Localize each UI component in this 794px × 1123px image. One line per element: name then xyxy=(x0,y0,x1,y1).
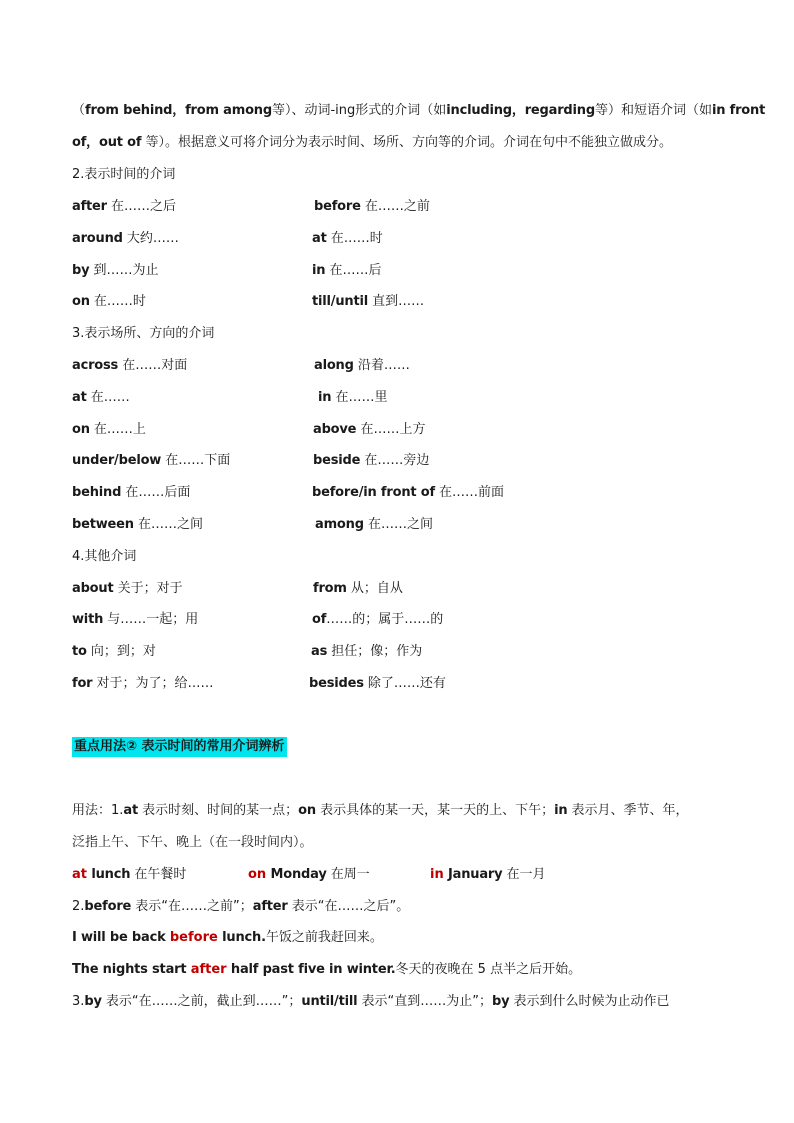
place-row-5-right: before/in front of 在……前面 xyxy=(312,485,505,500)
example-sentence-before: I will be back before lunch.午饭之前我赶回来。 xyxy=(72,930,383,945)
place-row-4-right: beside 在……旁边 xyxy=(313,453,430,468)
term: including，regarding xyxy=(446,103,595,118)
place-row-3-left: on 在……上 xyxy=(72,422,146,437)
term: of，out of xyxy=(72,135,142,150)
text: 等）和短语介词（如 xyxy=(594,103,712,118)
other-row-4-right: besides 除了……还有 xyxy=(309,676,446,691)
place-row-1-right: along 沿着…… xyxy=(314,358,410,373)
other-row-2-left: with 与……一起；用 xyxy=(72,612,199,627)
time-row-3-left: by 到……为止 xyxy=(72,263,159,278)
usage-p2: 2.before 表示“在……之前”；after 表示“在……之后”。 xyxy=(72,899,410,914)
place-row-2-right: in 在……里 xyxy=(318,390,388,405)
place-row-6-right: among 在……之间 xyxy=(315,517,433,532)
other-row-1-left: about 关于；对于 xyxy=(72,581,183,596)
section-title-place: 3.表示场所、方向的介词 xyxy=(72,326,215,341)
term: in front xyxy=(711,103,766,118)
place-row-5-left: behind 在……后面 xyxy=(72,485,191,500)
place-row-1-left: across 在……对面 xyxy=(72,358,188,373)
time-row-3-right: in 在……后 xyxy=(312,263,382,278)
place-row-4-left: under/below 在……下面 xyxy=(72,453,231,468)
section-title-other: 4.其他介词 xyxy=(72,549,137,564)
time-row-1-right: before 在……之前 xyxy=(314,199,430,214)
example-on-monday: on Monday 在周一 xyxy=(248,867,370,882)
usage-p3: 3.by 表示“在……之前，截止到……”；until/till 表示“直到……为止”；by 表示到什么时候为止动作已 xyxy=(72,994,670,1009)
time-row-1-left: after 在……之后 xyxy=(72,199,177,214)
example-at-lunch: at lunch 在午餐时 xyxy=(72,867,187,882)
text: （ xyxy=(72,103,86,118)
usage-p1-line2: 泛指上午、下午、晚上（在一段时间内）。 xyxy=(72,835,313,850)
time-row-2-right: at 在……时 xyxy=(312,231,383,246)
time-row-4-right: till/until 直到…… xyxy=(312,294,425,309)
time-row-2-left: around 大约…… xyxy=(72,231,179,246)
intro-line-1 xyxy=(72,102,765,120)
other-row-2-right: of……的；属于……的 xyxy=(312,612,444,627)
other-row-1-right: from 从；自从 xyxy=(313,581,403,596)
section-title-time: 2.表示时间的介词 xyxy=(72,167,176,182)
example-in-january: in January 在一月 xyxy=(430,867,546,882)
other-row-4-left: for 对于；为了；给…… xyxy=(72,676,214,691)
place-row-2-left: at 在…… xyxy=(72,390,130,405)
usage-p1-line1: 用法：1.at 表示时刻、时间的某一点；on 表示具体的某一天，某一天的上、下午；in 表示月、季节、年， xyxy=(72,803,689,818)
place-row-3-right: above 在……上方 xyxy=(313,422,426,437)
intro-line-2 xyxy=(72,134,672,152)
place-row-6-left: between 在……之间 xyxy=(72,517,203,532)
other-row-3-right: as 担任；像；作为 xyxy=(311,644,423,659)
example-sentence-after: The nights start after half past five in winter.冬天的夜晚在 5 点半之后开始。 xyxy=(72,962,582,977)
usage-heading: 重点用法② 表示时间的常用介词辨析 xyxy=(72,737,287,757)
time-row-4-left: on 在……时 xyxy=(72,294,146,309)
text: 等）。根据意义可将介词分为表示时间、场所、方向等的介词。介词在句中不能独立做成分。 xyxy=(141,135,672,150)
other-row-3-left: to 向；到；对 xyxy=(72,644,156,659)
text: 等）、动词-ing形式的介词（如 xyxy=(271,103,447,118)
term: from behind，from among xyxy=(85,103,272,118)
